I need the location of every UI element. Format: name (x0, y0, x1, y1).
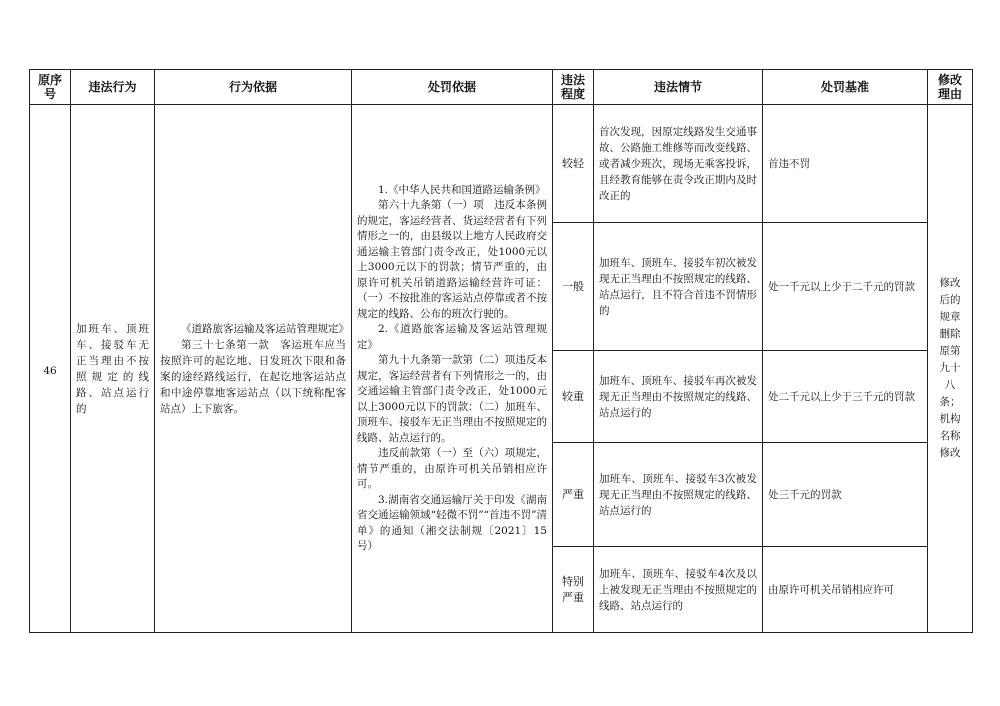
standard-text: 处一千元以上少于二千元的罚款 (768, 280, 915, 293)
violation-cell (71, 105, 155, 633)
basis-penalty-item-2-article: 第九十九条第一款第（二）项违反本规定，客运经营者有下列情形之一的，由交通运输主管部门责令改正，处1000元以上3000元以下的罚款：（二）加班车、顶班车、接驳车无正当理由不按照规定的线路、站点运行的。 (357, 354, 547, 444)
basis-penalty-item-2-severe: 违反前款第（一）至（六）项规定，情节严重的，由原许可机关吊销相应许可。 (357, 447, 547, 490)
degree-cell (553, 351, 594, 443)
standard-cell (763, 223, 928, 351)
header-circumstance: 违法情节 (594, 70, 763, 105)
degree-cell (553, 547, 594, 633)
circumstance-text: 加班车、顶班车、接驳车4次及以上被发现无正当理由不按照规定的线路、站点运行的 (599, 567, 757, 612)
standard-text: 处二千元以上少于三千元的罚款 (768, 390, 915, 403)
standard-cell (763, 547, 928, 633)
standard-cell (763, 351, 928, 443)
standard-text: 首违不罚 (768, 157, 810, 170)
circumstance-cell (594, 351, 763, 443)
degree-cell (553, 105, 594, 223)
basis-penalty-item-1-article: 第六十九条第（一）项 违反本条例的规定，客运经营者、货运经营者有下列情形之一的，由县级以上地方人民政府交通运输主管部门责令改正，处1000元以上3000元以下的罚款；情节严重的，由原许可机关吊销道路运输经营许可证：（一）不按批准的客运站点停靠或者不按规定的线路、公布的班次行驶的。 (357, 199, 547, 320)
basis-penalty-cell (352, 105, 553, 633)
header-basis-penalty: 处罚依据 (352, 70, 553, 105)
basis-penalty-item-2: 2.《道路旅客运输及客运站管理规定》 (357, 323, 547, 351)
circumstance-cell (594, 443, 763, 547)
reason-text: 修改后的规章删除原第九十八条；机构名称修改 (939, 277, 961, 459)
header-violation: 违法行为 (71, 70, 155, 105)
degree-cell (553, 443, 594, 547)
degree-cell (553, 223, 594, 351)
header-standard: 处罚基准 (763, 70, 928, 105)
degree-label: 较轻 (562, 156, 584, 170)
standard-cell (763, 443, 928, 547)
standard-text: 处三千元的罚款 (768, 488, 842, 501)
basis-act-cell (155, 105, 352, 633)
basis-penalty-item-1: 1.《中华人民共和国道路运输条例》 (378, 183, 546, 196)
seq-number: 46 (43, 364, 57, 377)
reason-cell (928, 105, 973, 633)
circumstance-text: 加班车、顶班车、接驳车3次被发现无正当理由不按照规定的线路、站点运行的 (599, 472, 757, 517)
basis-penalty-text (352, 179, 552, 559)
circumstance-cell (594, 547, 763, 633)
table-row-level-1 (30, 105, 973, 223)
circumstance-text: 加班车、顶班车、接驳车再次被发现无正当理由不按照规定的线路、站点运行的 (599, 374, 757, 419)
basis-act-article: 第三十七条第一款 客运班车应当按照许可的起讫地、日发班次下限和备案的途经路线运行，在起讫地客运站点和中途停靠地客运站点（以下统称配客站点）上下旅客。 (160, 338, 346, 415)
basis-act-text (155, 317, 351, 421)
basis-penalty-item-3: 3.湖南省交通运输厅关于印发《湖南省交通运输领域“轻微不罚”“首违不罚”清单》的通知（湘交法制规〔2021〕15号） (357, 493, 547, 552)
degree-label: 一般 (562, 279, 584, 293)
circumstance-cell (594, 223, 763, 351)
circumstance-text: 加班车、顶班车、接驳车初次被发现无正当理由不按照规定的线路、站点运行，且不符合首违不罚情形的 (599, 256, 757, 317)
circumstance-text: 首次发现，因原定线路发生交通事故、公路施工维修等而改变线路、或者减少班次，现场无乘客投诉，且经教育能够在责令改正期内及时改正的 (599, 125, 757, 202)
seq-cell (30, 105, 71, 633)
degree-label: 特别严重 (562, 574, 584, 604)
header-row (30, 70, 973, 105)
standard-text: 由原许可机关吊销相应许可 (768, 583, 894, 596)
basis-act-title: 《道路旅客运输及客运站管理规定》 (181, 322, 349, 335)
degree-label: 严重 (562, 487, 584, 501)
header-basis-act: 行为依据 (155, 70, 352, 105)
penalty-standard-table (29, 69, 973, 633)
circumstance-cell (594, 105, 763, 223)
violation-text: 加班车、顶班车、接驳车无正当理由不按照规定的线路、站点运行的 (76, 322, 149, 415)
header-degree: 违法程度 (553, 70, 594, 105)
degree-label: 较重 (562, 389, 584, 403)
standard-cell (763, 105, 928, 223)
header-seq: 原序号 (30, 70, 71, 105)
header-reason: 修改理由 (928, 70, 973, 105)
